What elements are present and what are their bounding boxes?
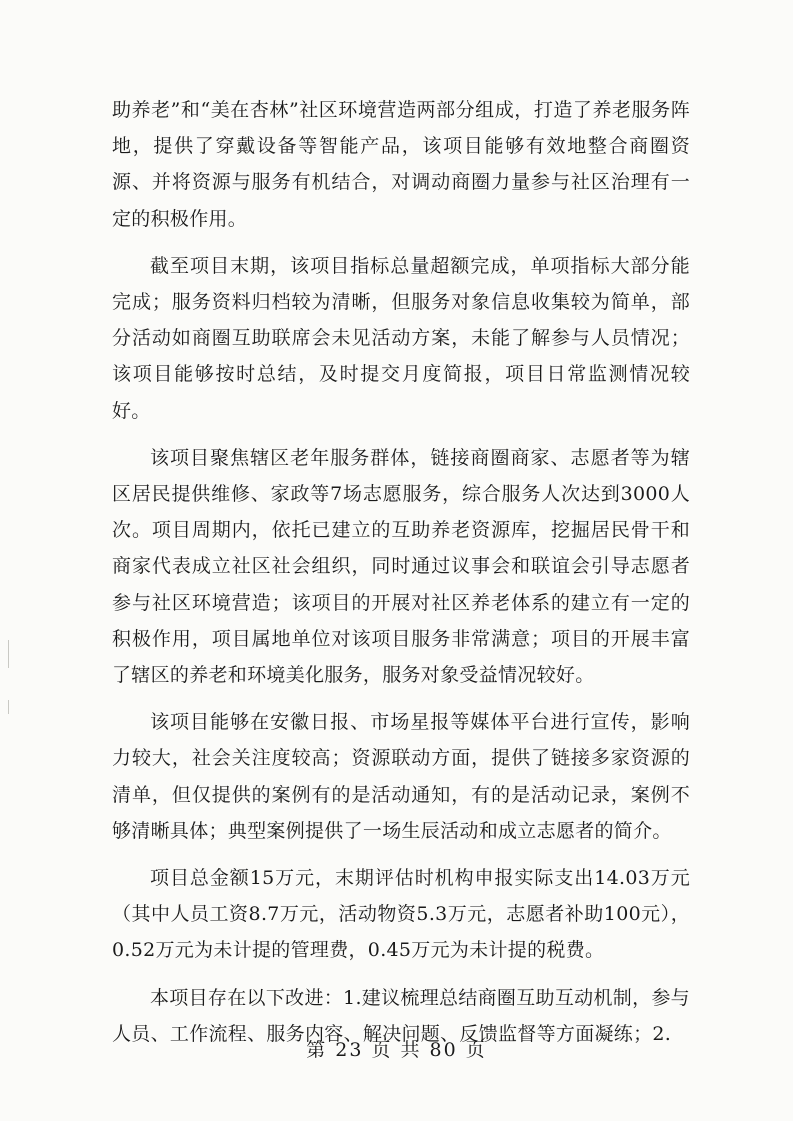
paragraph-3: 该项目聚焦辖区老年服务群体，链接商圈商家、志愿者等为辖区居民提供维修、家政等7场志愿服务，综合服务人次达到3000人次。项目周期内，依托已建立的互助养老资源库，挖掘居民骨干和商家代表成立社区社会组织，同时通过议事会和联谊会引导志愿者参与社区环境营造；该项目的开展对社区养老体系的建立有一定的积极作用，项目属地单位对该项目服务非常满意；项目的开展丰富了辖区的养老和环境美化服务，服务对象受益情况较好。: [112, 446, 690, 687]
document-body: [112, 92, 690, 1063]
paragraph-6: 本项目存在以下改进：1.建议梳理总结商圈互助互动机制，参与人员、工作流程、服务内容、解决问题、反馈监督等方面凝练；2.: [112, 986, 690, 1045]
paragraph-5: 项目总金额15万元，末期评估时机构申报实际支出14.03万元（其中人员工资8.7万元，活动物资5.3万元，志愿者补助100元），0.52万元为未计提的管理费，0.45万元为未计提的税费。: [112, 867, 690, 962]
scan-edge-mark-top: [8, 640, 9, 668]
scan-edge-mark-bottom: [8, 700, 9, 714]
paragraph-2: 截至项目末期，该项目指标总量超额完成，单项指标大部分能完成；服务资料归档较为清晰，但服务对象信息收集较为简单，部分活动如商圈互助联席会未见活动方案，未能了解参与人员情况；该项目能够按时总结，及时提交月度简报，项目日常监测情况较好。: [112, 254, 690, 422]
page-number-footer: 第 23 页 共 80 页: [306, 1039, 487, 1061]
paragraph-1: 助养老”和“美在杏林”社区环境营造两部分组成，打造了养老服务阵地，提供了穿戴设备等智能产品，该项目能够有效地整合商圈资源、并将资源与服务有机结合，对调动商圈力量参与社区治理有一定的积极作用。: [112, 99, 690, 230]
paragraph-4: 该项目能够在安徽日报、市场星报等媒体平台进行宣传，影响力较大，社会关注度较高；资源联动方面，提供了链接多家资源的清单，但仅提供的案例有的是活动通知，有的是活动记录，案例不够清晰具体；典型案例提供了一场生辰活动和成立志愿者的简介。: [112, 711, 690, 842]
